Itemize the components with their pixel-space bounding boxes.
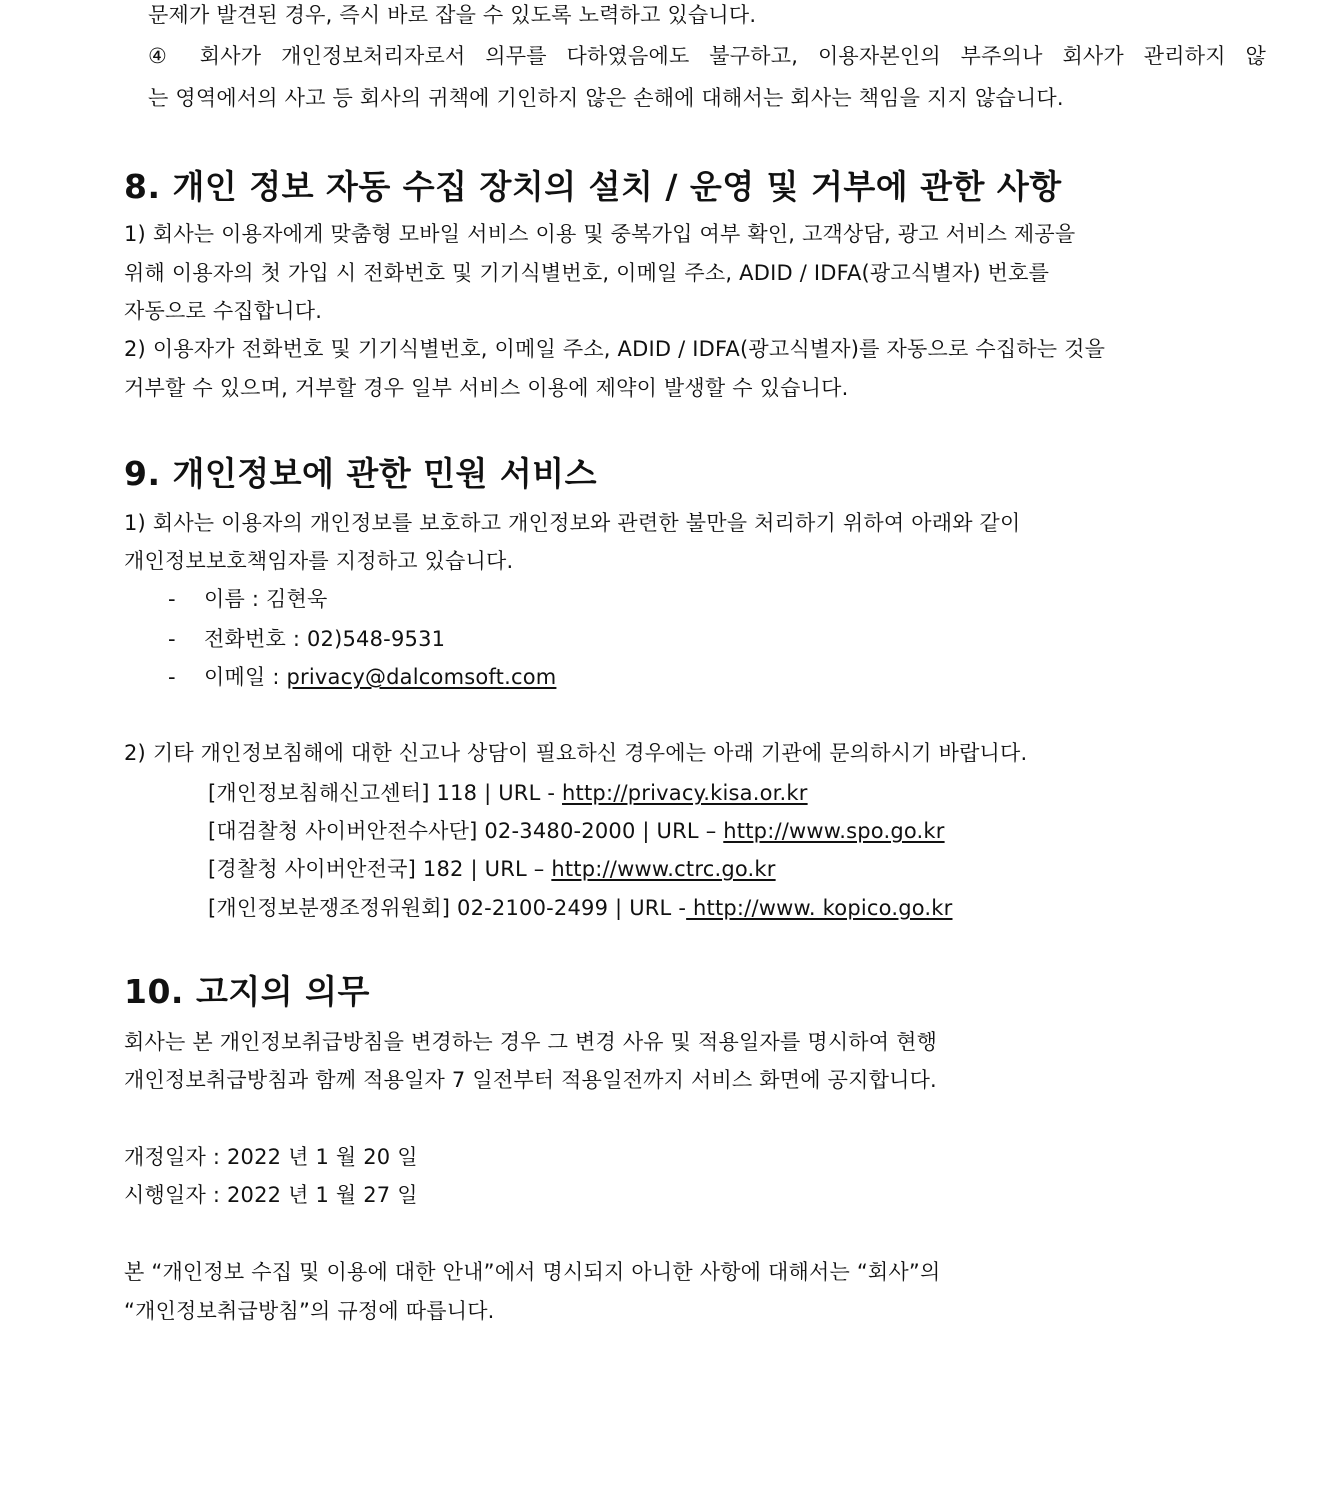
sec10-line-2: 개인정보취급방침과 함께 적용일자 7 일전부터 적용일전까지 서비스 화면에 공지합니다.: [124, 1068, 937, 1092]
sec9-p1-line-2: 개인정보보호책임자를 지정하고 있습니다.: [124, 549, 514, 573]
contact-phone: 전화번호 : 02)548-9531: [204, 627, 446, 651]
agency-label: [개인정보분쟁조정위원회] 02-2100-2499 | URL -: [208, 896, 687, 920]
dash-bullet: -: [168, 587, 176, 611]
sec7-line-1: 문제가 발견된 경우, 즉시 바로 잡을 수 있도록 노력하고 있습니다.: [148, 3, 757, 27]
agency-label: [경찰청 사이버안전국] 182 | URL –: [208, 857, 552, 881]
sec8-line-4: 2) 이용자가 전화번호 및 기기식별번호, 이메일 주소, ADID / IDFA(광고식별자)를 자동으로 수집하는 것을: [124, 337, 1106, 361]
agency-link-kopico[interactable]: http://www. kopico.go.kr: [686, 896, 953, 920]
sec8-line-3: 자동으로 수집합니다.: [124, 299, 323, 323]
agency-row-ctrc: [208, 854, 776, 884]
agency-label: [개인정보침해신고센터] 118 | URL -: [208, 781, 563, 805]
sec8-line-1: 1) 회사는 이용자에게 맞춤형 모바일 서비스 이용 및 중복가입 여부 확인, 고객상담, 광고 서비스 제공을: [124, 222, 1076, 246]
sec8-line-2: 위해 이용자의 첫 가입 시 전화번호 및 기기식별번호, 이메일 주소, ADID / IDFA(광고식별자) 번호를: [124, 261, 1050, 285]
agency-row-kopico: [208, 893, 953, 923]
sec7-line-2: ④ 회사가 개인정보처리자로서 의무를 다하였음에도 불구하고, 이용자본인의 부주의나 회사가 관리하지 않: [148, 44, 1266, 68]
section-9-heading: 9. 개인정보에 관한 민원 서비스: [124, 454, 597, 493]
agency-label: [대검찰청 사이버안전수사단] 02-3480-2000 | URL –: [208, 819, 724, 843]
closing-note-line-2: “개인정보취급방침”의 규정에 따릅니다.: [124, 1299, 495, 1323]
effective-date: 시행일자 : 2022 년 1 월 27 일: [124, 1183, 418, 1207]
revised-date: 개정일자 : 2022 년 1 월 20 일: [124, 1145, 418, 1169]
sec10-line-1: 회사는 본 개인정보취급방침을 변경하는 경우 그 변경 사유 및 적용일자를 명시하여 현행: [124, 1030, 938, 1054]
agency-row-kisa: [208, 778, 808, 808]
agency-link-spo[interactable]: http://www.spo.go.kr: [723, 819, 945, 843]
agency-link-ctrc[interactable]: http://www.ctrc.go.kr: [551, 857, 776, 881]
sec8-line-5: 거부할 수 있으며, 거부할 경우 일부 서비스 이용에 제약이 발생할 수 있습니다.: [124, 376, 849, 400]
contact-email-link[interactable]: privacy@dalcomsoft.com: [286, 665, 557, 689]
sec7-line-3: 는 영역에서의 사고 등 회사의 귀책에 기인하지 않은 손해에 대해서는 회사는 책임을 지지 않습니다.: [148, 86, 1064, 110]
agency-row-spo: [208, 816, 945, 846]
closing-note-line-1: 본 “개인정보 수집 및 이용에 대한 안내”에서 명시되지 아니한 사항에 대해서는 “회사”의: [124, 1260, 941, 1284]
sec9-p1-line-1: 1) 회사는 이용자의 개인정보를 보호하고 개인정보와 관련한 불만을 처리하기 위하여 아래와 같이: [124, 511, 1021, 535]
contact-email-label: 이메일 :: [204, 665, 287, 689]
sec9-p2: 2) 기타 개인정보침해에 대한 신고나 상담이 필요하신 경우에는 아래 기관에 문의하시기 바랍니다.: [124, 741, 1028, 765]
section-10-heading: 10. 고지의 의무: [124, 972, 370, 1011]
section-8-heading: 8. 개인 정보 자동 수집 장치의 설치 / 운영 및 거부에 관한 사항: [124, 167, 1062, 206]
agency-link-kisa[interactable]: http://privacy.kisa.or.kr: [562, 781, 808, 805]
contact-email-row: [204, 662, 556, 692]
dash-bullet: -: [168, 665, 176, 689]
contact-name: 이름 : 김현욱: [204, 587, 328, 611]
dash-bullet: -: [168, 627, 176, 651]
